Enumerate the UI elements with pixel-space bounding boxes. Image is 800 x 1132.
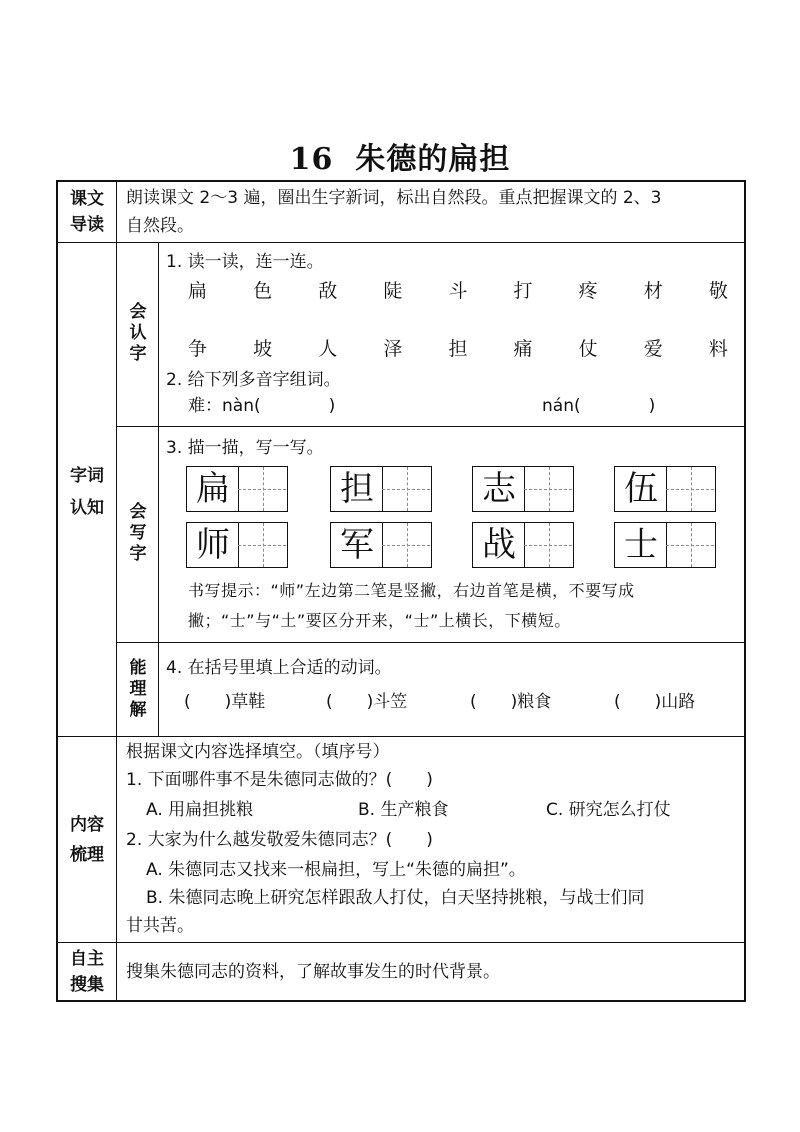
char: 人 — [318, 338, 338, 360]
q4-item[interactable]: ( )斗笠 — [326, 692, 408, 712]
huixiezi-label: 会 写 字 — [129, 502, 147, 564]
char: 斗 — [448, 280, 468, 302]
char: 扁 — [188, 280, 208, 302]
writing-grid-jun[interactable] — [330, 522, 432, 568]
q2-nan-second-tone[interactable]: nán( ) — [542, 396, 656, 416]
q4-item[interactable]: ( )草鞋 — [184, 692, 266, 712]
char: 争 — [188, 338, 208, 360]
char: 材 — [643, 280, 663, 302]
writing-grid-shi-soldier[interactable] — [614, 522, 716, 568]
q2-nan-fourth-tone[interactable]: 难：nàn( ) — [188, 396, 336, 416]
content-q1: 1. 下面哪件事不是朱德同志做的？( ) — [126, 770, 433, 790]
lesson-title — [0, 134, 800, 178]
nengli-label: 能 理 解 — [129, 658, 147, 720]
writing-tip-line-1: 书写提示：“师”左边第二笔是竖撇，右边首笔是横，不要写成 — [188, 581, 635, 600]
writing-grid-zhi[interactable] — [472, 466, 574, 512]
content-label: 内容 梳理 — [70, 815, 104, 865]
trace-char: 扁 — [196, 469, 230, 509]
row-divider — [58, 242, 744, 243]
writing-grid-wu[interactable] — [614, 466, 716, 512]
char: 爱 — [643, 338, 663, 360]
trace-char: 军 — [340, 525, 374, 565]
writing-grid-dan[interactable] — [330, 466, 432, 512]
char: 敌 — [318, 280, 338, 302]
writing-grid-shi-teacher[interactable] — [186, 522, 288, 568]
subrow-divider — [116, 426, 744, 427]
lesson-name: 朱德的扁担 — [355, 142, 511, 177]
q4-item[interactable]: ( )粮食 — [470, 692, 552, 712]
writing-grid-bian[interactable] — [186, 466, 288, 512]
char: 料 — [708, 338, 728, 360]
zici-label: 字词 认知 — [70, 466, 104, 518]
char: 担 — [448, 338, 468, 360]
char: 疼 — [578, 280, 598, 302]
content-q2-option-a[interactable]: A. 朱德同志又找来一根扁担，写上“朱德的扁担”。 — [146, 860, 526, 880]
char: 陡 — [383, 280, 403, 302]
content-intro: 根据课文内容选择填空。（填序号） — [126, 742, 390, 762]
worksheet-table — [56, 180, 746, 1002]
row-divider — [58, 942, 744, 943]
char: 敬 — [708, 280, 728, 302]
q4-prompt: 4. 在括号里填上合适的动词。 — [166, 658, 392, 678]
reading-line-2: 自然段。 — [126, 216, 194, 236]
trace-char: 师 — [196, 525, 230, 565]
writing-tip-line-2: 撇；“士”与“土”要区分开来，“士”上横长，下横短。 — [188, 611, 571, 630]
reading-label: 课文 导读 — [70, 189, 104, 235]
content-q2: 2. 大家为什么越发敬爱朱德同志？( ) — [126, 830, 433, 850]
char: 色 — [253, 280, 273, 302]
q3-prompt: 3. 描一描，写一写。 — [166, 438, 324, 458]
char-row-2 — [188, 334, 728, 361]
char: 打 — [513, 280, 533, 302]
q1-prompt: 1. 读一读，连一连。 — [166, 252, 324, 272]
sublabel-column-divider — [158, 242, 159, 736]
char: 痛 — [513, 338, 533, 360]
char-row-1 — [188, 276, 728, 303]
content-q2-option-b[interactable]: B. 朱德同志晚上研究怎样跟敌人打仗，白天坚持挑粮，与战士们同 — [146, 888, 645, 908]
search-label: 自主 搜集 — [70, 949, 104, 995]
content-q1-option-c[interactable]: C. 研究怎么打仗 — [546, 800, 671, 820]
char: 坡 — [253, 338, 273, 360]
writing-grid-zhan[interactable] — [472, 522, 574, 568]
row-divider — [58, 736, 744, 737]
trace-char: 伍 — [624, 469, 658, 509]
content-q1-option-a[interactable]: A. 用扁担挑粮 — [146, 800, 254, 820]
huirenzi-label: 会 认 字 — [129, 302, 147, 364]
lesson-number: 16 — [289, 142, 334, 177]
trace-char: 战 — [482, 525, 516, 565]
q4-item[interactable]: ( )山路 — [614, 692, 696, 712]
char: 仗 — [578, 338, 598, 360]
label-column-divider — [116, 182, 117, 1000]
subrow-divider — [116, 642, 744, 643]
trace-char: 担 — [340, 469, 374, 509]
char: 泽 — [383, 338, 403, 360]
search-task: 搜集朱德同志的资料，了解故事发生的时代背景。 — [126, 962, 500, 982]
trace-char: 志 — [482, 469, 516, 509]
reading-line-1: 朗读课文 2～3 遍，圈出生字新词，标出自然段。重点把握课文的 2、3 — [126, 188, 662, 208]
q2-prompt: 2. 给下列多音字组词。 — [166, 370, 341, 390]
content-q2-option-b-cont: 甘共苦。 — [126, 916, 194, 936]
trace-char: 士 — [624, 525, 658, 565]
content-q1-option-b[interactable]: B. 生产粮食 — [358, 800, 449, 820]
